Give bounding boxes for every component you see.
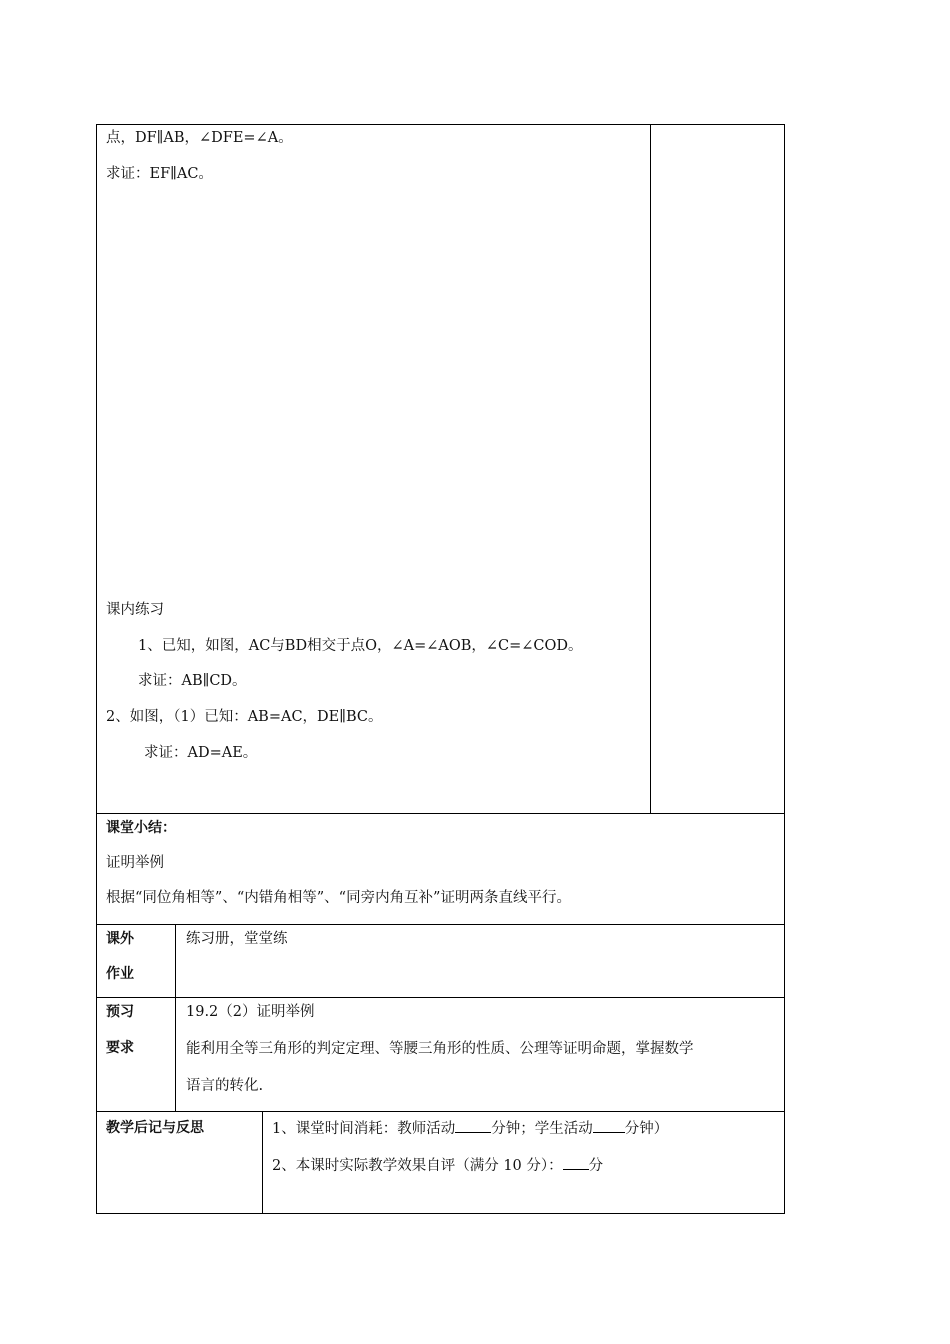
- summary-heading: 课堂小结：: [106, 820, 176, 836]
- table-border-left: [96, 124, 97, 1214]
- reflection-line-1-part-a: 1、课堂时间消耗：教师活动: [272, 1121, 456, 1137]
- homework-label-1: 课外: [106, 931, 134, 947]
- reflection-line-1: [272, 1118, 668, 1139]
- reflection-label: 教学后记与反思: [106, 1120, 204, 1136]
- summary-line-1: 证明举例: [106, 855, 164, 871]
- practice-heading: 课内练习: [106, 602, 164, 618]
- problem-prove-line: 求证：EF∥AC。: [106, 166, 213, 182]
- problem-given-line: 点，DF∥AB，∠DFE=∠A。: [106, 130, 293, 146]
- reflection-line-2-part-a: 2、本课时实际教学效果自评（满分 10 分）：: [272, 1158, 563, 1174]
- summary-line-2: 根据“同位角相等”、“内错角相等”、“同旁内角互补”证明两条直线平行。: [106, 890, 571, 906]
- row-divider-preview: [96, 997, 785, 998]
- homework-label-divider: [175, 924, 176, 1111]
- homework-content: 练习册，堂堂练: [186, 931, 288, 947]
- top-section-divider: [650, 124, 651, 814]
- table-border-bottom: [96, 1213, 785, 1214]
- preview-line-1: 19.2（2）证明举例: [186, 1004, 315, 1020]
- reflection-line-2: [272, 1155, 603, 1176]
- row-divider-reflection: [96, 1111, 785, 1112]
- student-time-blank[interactable]: [593, 1118, 625, 1133]
- reflection-line-2-part-b: 分: [588, 1158, 604, 1174]
- practice-question-1: 1、已知，如图，AC与BD相交于点O，∠A=∠AOB，∠C=∠COD。: [138, 638, 583, 654]
- preview-line-3: 语言的转化.: [186, 1078, 264, 1094]
- preview-line-2: 能利用全等三角形的判定定理、等腰三角形的性质、公理等证明命题，掌握数学: [186, 1041, 694, 1057]
- homework-label-2: 作业: [106, 966, 134, 982]
- self-score-blank[interactable]: [563, 1155, 589, 1170]
- reflection-line-1-part-c: 分钟）: [624, 1121, 669, 1137]
- practice-question-2-prove: 求证：AD=AE。: [144, 745, 258, 761]
- reflection-line-1-part-b: 分钟；学生活动: [491, 1121, 593, 1137]
- row-divider-summary: [96, 813, 785, 814]
- practice-question-1-prove: 求证：AB∥CD。: [138, 673, 247, 689]
- teacher-time-blank[interactable]: [455, 1118, 491, 1133]
- preview-label-1: 预习: [106, 1004, 134, 1020]
- reflection-label-divider: [262, 1111, 263, 1213]
- row-divider-homework: [96, 924, 785, 925]
- table-border-right: [784, 124, 785, 1214]
- table-border-top: [96, 124, 785, 125]
- preview-label-2: 要求: [106, 1040, 134, 1056]
- practice-question-2: 2、如图，（1）已知：AB=AC，DE∥BC。: [106, 709, 383, 725]
